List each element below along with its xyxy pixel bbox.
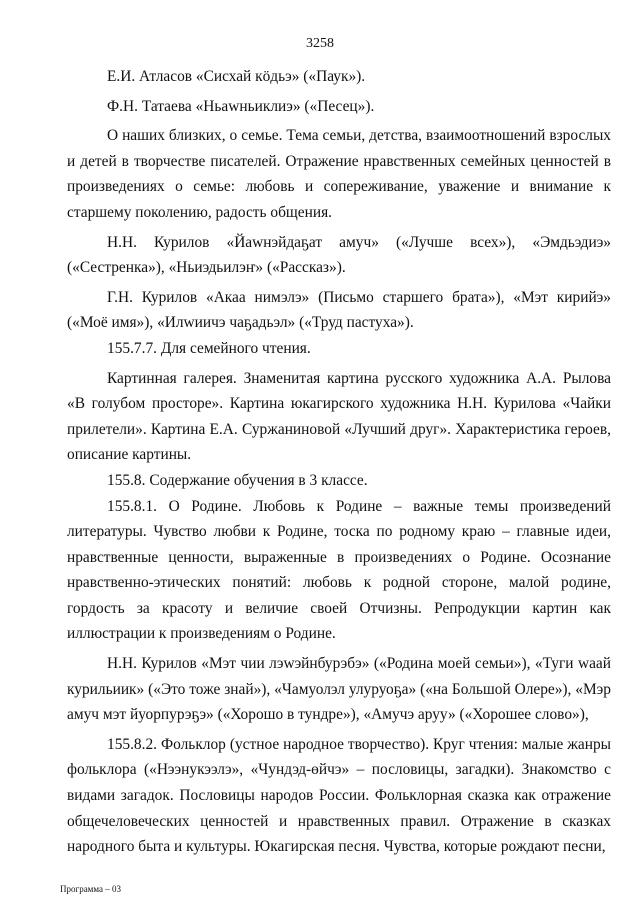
paragraph-folklore: 155.8.2. Фольклор (устное народное творчество). Круг чтения: малые жанры фольклора («Нээнукээлэ», «Чундэд-өйчэ» – пословицы, загадки). Знакомство с видами загадок. Пословицы народов России. Фольклорная сказка как отражение общечеловеческих ценностей и нравственных правил. Отражение в сказках народного быта и культуры. Юкагирская песня. Чувства, которые рождают песни, (67, 735, 611, 856)
body-text (67, 64, 611, 860)
paragraph-motherland: 155.8.1. О Родине. Любовь к Родине – важные темы произведений литературы. Чувство любви к Родине, тоска по родному краю – главные идеи, нравственные ценности, выраженные в произведениях о Родине. Осознание нравственно-этических понятий: любовь к родной стороне, малой родине, гордость за красоту и величие своей Отчизны. Репродукции картин как иллюстрации к произведениям о Родине. (67, 497, 611, 643)
paragraph-picture-gallery: Картинная галерея. Знаменитая картина русского художника А.А. Рылова «В голубом просторе». Картина юкагирского художника Н.Н. Курилова «Чайки прилетели». Картина Е.А. Суржаниновой «Лучший друг». Характеристика героев, описание картины. (67, 369, 611, 464)
paragraph-tataeva: Ф.Н. Татаева «Ньawньиклиэ» («Песец»). (107, 97, 375, 115)
paragraph-kurilov-nn-motherland: Н.Н. Курилов «Мэт чии лэwэйнбурэбэ» («Родина моей семьи»), «Туги waaй курильиик» («Это тоже знай»), «Чамуолэл улуруоҕа» («на Большой Олере»), «Мэр амуч мэт йуорпурэҕэ» («Хорошо в тундре»), «Амучэ аруу» («Хорошее слово»), (67, 655, 611, 724)
paragraph-kurilov-nn-family: Н.Н. Курилов «Йаwнэйдаҕат амуч» («Лучше всех»), «Эмдьэдиэ» («Сестренка»), «Ньиэдьилэҥ» («Рассказ»). (67, 233, 611, 277)
paragraph-family-theme: О наших близких, о семье. Тема семьи, детства, взаимоотношений взрослых и детей в творчестве писателей. Отражение нравственных семейных ценностей в произведениях о семье: любовь и сопереживание, уважение и внимание к старшему поколению, радость общения. (67, 127, 611, 221)
paragraph-kurilov-gn: Г.Н. Курилов «Акаа нимэлэ» (Письмо старшего брата»), «Мэт кирийэ» («Моё имя»), «Илwиичэ чаҕадьэл» («Труд пастуха»). (67, 288, 611, 332)
paragraph-atlasov: Е.И. Атласов «Сисхай кӧдьэ» («Паук»). (107, 68, 366, 85)
page-footer: Программа – 03 (60, 884, 122, 894)
section-heading-grade-3: 155.8. Содержание обучения в 3 классе. (107, 471, 368, 489)
section-heading-family-reading: 155.7.7. Для семейного чтения. (107, 339, 311, 357)
page-number: 3258 (306, 36, 334, 51)
